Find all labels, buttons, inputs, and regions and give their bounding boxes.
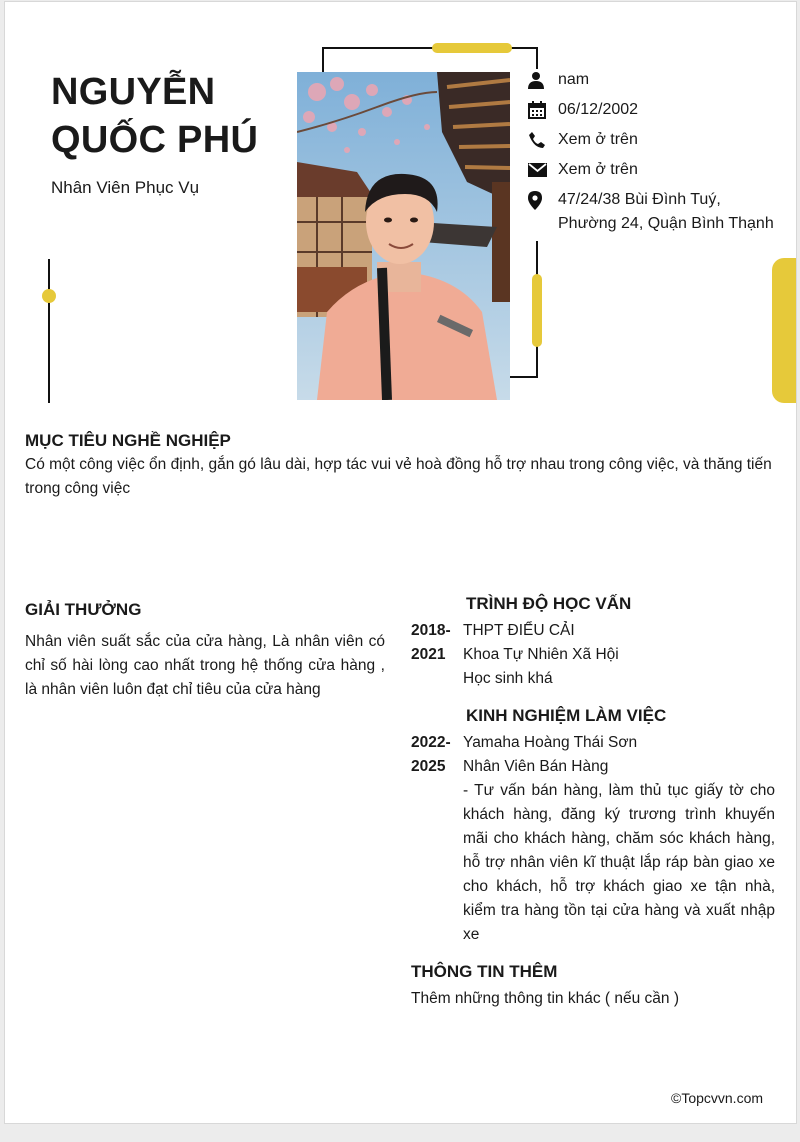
- education-years: [411, 619, 463, 691]
- experience-years: [411, 731, 463, 947]
- awards-title: GIẢI THƯỞNG: [25, 600, 142, 619]
- experience-entry: [411, 731, 775, 947]
- experience-year-start: 2022-: [411, 734, 451, 751]
- accent-bar-top: [432, 43, 512, 53]
- location-pin-icon: [528, 188, 548, 212]
- contact-info: [528, 68, 783, 242]
- footer-copyright: ©Topcvvn.com: [671, 1090, 764, 1106]
- education-details: [463, 619, 775, 691]
- birthdate-value: 06/12/2002: [558, 101, 639, 118]
- photo-frame-top-right: [536, 47, 538, 69]
- name-line-1: NGUYỄN: [51, 71, 216, 113]
- education-title: TRÌNH ĐỘ HỌC VẤN: [466, 594, 632, 613]
- email-value: Xem ở trên: [558, 161, 638, 178]
- address-value: 47/24/38 Bùi Đình Tuý, Phường 24, Quận Bình Thạnh: [558, 191, 774, 232]
- experience-company: Yamaha Hoàng Thái Sơn: [463, 734, 638, 751]
- experience-title: KINH NGHIỆM LÀM VIỆC: [466, 706, 667, 725]
- photo-frame-bottom: [510, 376, 538, 378]
- experience-description: - Tư vấn bán hàng, làm thủ tục giấy tờ cho khách hàng, đăng ký trương trình khuyến mãi cho khách hàng, chăm sóc khách hàng, hỗ trợ nhân viên kĩ thuật lắp ráp bàn giao xe cho khách, hỗ trợ khách giao xe tận nhà, kiểm tra hàng tồn tại cửa hàng và xuất nhập xe: [463, 782, 775, 943]
- contact-phone-row: [528, 128, 783, 152]
- gender-value: nam: [558, 71, 590, 88]
- email-icon: [528, 158, 548, 182]
- left-divider-line: [48, 259, 50, 403]
- accent-bar-edge: [772, 258, 796, 403]
- contact-birthdate-row: [528, 98, 783, 122]
- name-line-2: QUỐC PHÚ: [51, 119, 259, 161]
- education-entry: [411, 619, 775, 691]
- calendar-icon: [528, 98, 548, 122]
- experience-year-end: 2025: [411, 758, 446, 775]
- photo-frame-top-left: [322, 47, 324, 73]
- contact-gender-row: [528, 68, 783, 92]
- awards-text: Nhân viên suất sắc của cửa hàng, Là nhân viên có chỉ số hài lòng cao nhất trong hệ thống cửa hàng , là nhân viên luôn đạt chỉ tiêu của cửa hàng: [25, 633, 385, 698]
- phone-icon: [528, 128, 548, 152]
- contact-email-row: [528, 158, 783, 182]
- education-major: Khoa Tự Nhiên Xã Hội: [463, 646, 619, 663]
- education-year-start: 2018-: [411, 622, 451, 639]
- additional-text: Thêm những thông tin khác ( nếu cần ): [411, 990, 680, 1007]
- experience-details: [463, 731, 775, 947]
- education-grade: Học sinh khá: [463, 670, 553, 687]
- job-title: Nhân Viên Phục Vụ: [51, 178, 200, 197]
- accent-bar-side: [532, 274, 542, 347]
- candidate-name: [51, 68, 291, 164]
- profile-photo: [297, 72, 510, 400]
- left-accent-dot: [42, 289, 56, 303]
- contact-address-row: [528, 188, 783, 236]
- additional-title: THÔNG TIN THÊM: [411, 962, 558, 981]
- objective-text: Có một công việc ổn định, gắn gó lâu dài, hợp tác vui vẻ hoà đồng hỗ trợ nhau trong công việc, và thăng tiến trong công việc: [25, 456, 772, 497]
- phone-value: Xem ở trên: [558, 131, 638, 148]
- experience-position: Nhân Viên Bán Hàng: [463, 758, 609, 775]
- cv-page: [4, 1, 797, 1124]
- person-icon: [528, 68, 548, 92]
- objective-title: MỤC TIÊU NGHỀ NGHIỆP: [25, 431, 231, 450]
- education-year-end: 2021: [411, 646, 446, 663]
- education-school: THPT ĐIỂU CẢI: [463, 622, 575, 639]
